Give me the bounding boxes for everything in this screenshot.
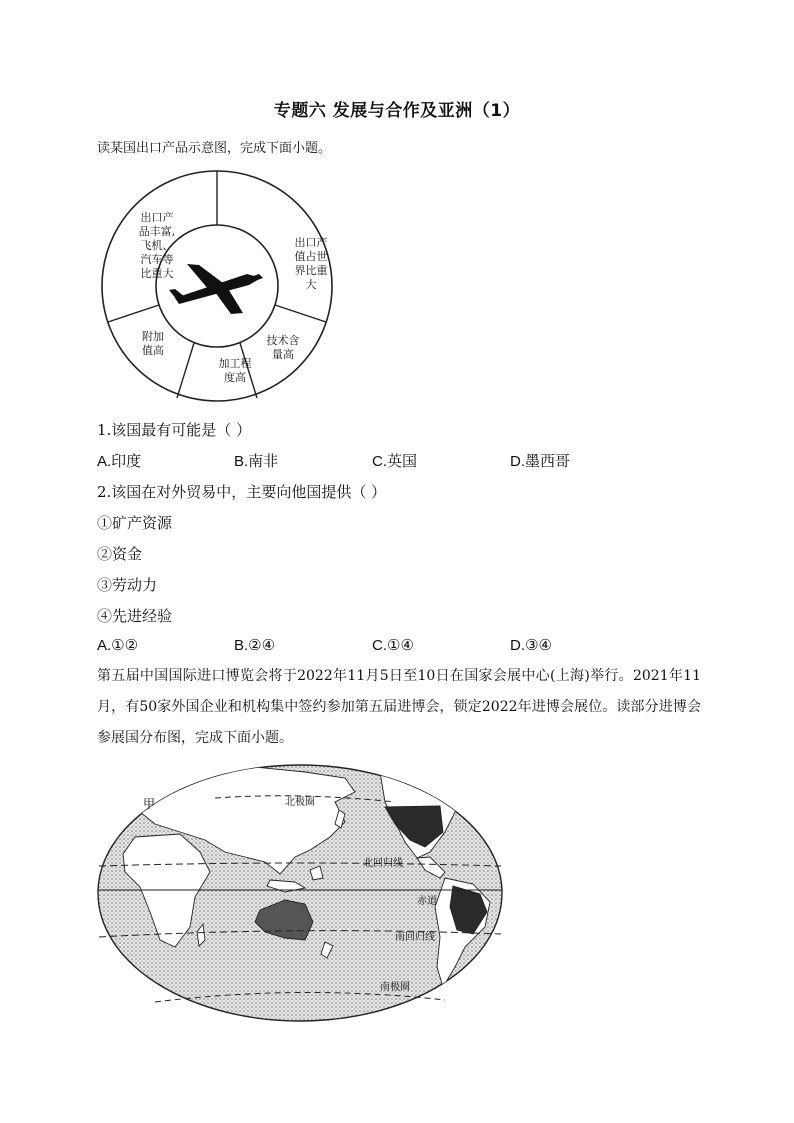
q2-item-2: ②资金	[97, 545, 143, 563]
diagram-segment-1-line: 品丰富,	[138, 225, 176, 238]
diagram-segment-1-line: 出口产	[140, 211, 174, 224]
q2-item-1: ①矿产资源	[97, 514, 173, 532]
diagram-segment-1-line: 汽车等	[140, 253, 174, 266]
diagram-segment-1-line: 飞机、	[140, 239, 174, 252]
diagram-segment-3-line: 技术含	[266, 334, 300, 347]
diagram-segment-2-line: 大	[305, 278, 317, 291]
q1-option-b[interactable]: B.南非	[234, 453, 279, 470]
diagram-segment-1-line: 比重大	[140, 267, 174, 280]
question-1-stem: 1.该国最有可能是（ ）	[97, 421, 252, 439]
diagram-segment-4-line: 加工程	[218, 357, 252, 370]
world-map	[95, 762, 505, 1024]
map-label-antarctic: 南极圈	[380, 982, 410, 993]
diagram-segment-2-line: 值占世	[294, 250, 328, 263]
diagram-segment-2-line: 界比重	[294, 264, 328, 277]
intro-text: 读某国出口产品示意图，完成下面小题。	[97, 141, 332, 156]
diagram-segment-5-line: 值高	[142, 344, 164, 357]
q1-option-d[interactable]: D.墨西哥	[510, 453, 571, 470]
q2-option-a[interactable]: A.①②	[97, 637, 139, 654]
map-label-equator: 赤道	[417, 896, 437, 907]
q2-item-4: ④先进经验	[97, 607, 173, 625]
diagram-segment-5-line: 附加	[142, 330, 164, 343]
q2-item-3: ③劳动力	[97, 576, 158, 594]
q1-option-a[interactable]: A.印度	[97, 453, 142, 470]
q1-option-c[interactable]: C.英国	[372, 453, 418, 470]
map-label-jia: 甲	[143, 797, 156, 811]
q2-option-c[interactable]: C.①④	[372, 637, 414, 654]
q2-option-d[interactable]: D.③④	[510, 637, 552, 654]
map-label-tropic-s: 南回归线	[395, 932, 435, 943]
map-label-tropic-n: 北回归线	[363, 858, 403, 869]
diagram-segment-3-line: 量高	[272, 348, 294, 361]
export-product-diagram	[97, 166, 337, 406]
diagram-segment-2-line: 出口产	[294, 236, 328, 249]
passage-text: 第五届中国国际进口博览会将于2022年11月5日至10日在国家会展中心(上海)举行。2021年11月，有50家外国企业和机构集中签约参加第五届进博会，锁定2022年进博会展位。读部分进博会参展国分布图，完成下面小题。	[97, 668, 701, 746]
diagram-segment-4-line: 度高	[224, 371, 246, 384]
question-2-stem: 2.该国在对外贸易中，主要向他国提供（ ）	[97, 483, 387, 501]
q2-option-b[interactable]: B.②④	[234, 637, 276, 654]
map-label-arctic: 北极圈	[285, 797, 315, 808]
page-title: 专题六 发展与合作及亚洲（1）	[273, 101, 521, 121]
